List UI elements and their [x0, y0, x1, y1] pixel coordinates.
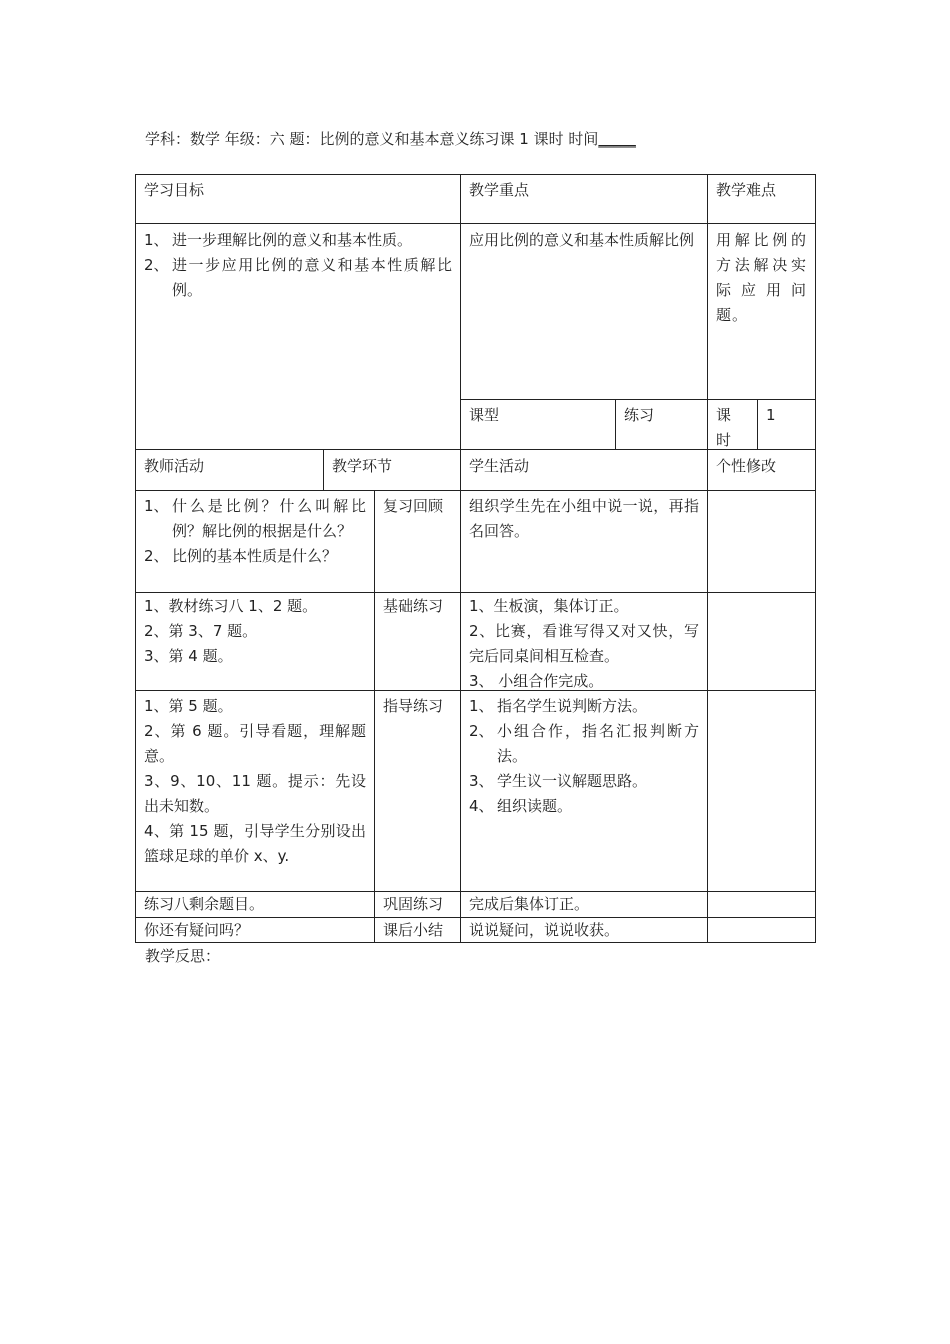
difficulty-text: 用解比例的方法解决实际应用问题。 [716, 231, 807, 324]
teaching-reflection-label: 教学反思： [145, 947, 221, 965]
list-item: 1、第 5 题。 [144, 697, 233, 715]
list-item: 2、 比例的基本性质是什么？ [144, 547, 338, 565]
teacher-activity-cell [136, 592, 374, 671]
lesson-header [145, 128, 636, 149]
list-item: 2、第 3、7 题。 [144, 622, 258, 640]
list-item: 2、 小组合作，指名汇报判断方法。 [469, 722, 699, 765]
list-item: 3、 小组合作完成。 [469, 672, 604, 690]
teacher-activity-cell: 练习八剩余题目。 [144, 895, 265, 913]
teacher-activity-cell [136, 492, 374, 571]
key-point-text: 应用比例的意义和基本性质解比例 [469, 231, 695, 249]
teaching-stage-cell: 基础练习 [383, 597, 444, 615]
student-activity-cell: 完成后集体订正。 [469, 895, 590, 913]
goals-heading: 学习目标 [144, 181, 205, 199]
student-activity-heading: 学生活动 [469, 457, 530, 475]
list-item: 4、第 15 题，引导学生分别设出篮球足球的单价 x、y. [144, 822, 366, 865]
teacher-activity-heading: 教师活动 [144, 457, 205, 475]
student-activity-cell [461, 492, 707, 546]
teaching-stage-cell: 指导练习 [383, 697, 444, 715]
list-item: 2、比赛，看谁写得又对又快，写完后同桌间相互检查。 [469, 622, 699, 665]
teaching-stage-heading: 教学环节 [332, 457, 393, 475]
teaching-stage-cell: 巩固练习 [383, 895, 444, 913]
goals-list [136, 226, 460, 305]
key-point-heading: 教学重点 [469, 181, 530, 199]
period-value: 1 [766, 406, 776, 424]
period-label: 课时 [716, 406, 732, 449]
student-activity-cell: 说说疑问，说说收获。 [469, 921, 620, 939]
teaching-stage-cell: 复习回顾 [383, 497, 444, 515]
list-item: 1、 指名学生说判断方法。 [469, 697, 648, 715]
list-item: 3、9、10、11 题。提示：先设出未知数。 [144, 772, 366, 815]
goal-item: 2、 进一步应用比例的意义和基本性质解比例。 [144, 256, 452, 299]
personal-edit-heading: 个性修改 [716, 457, 777, 475]
student-activity-cell [461, 592, 707, 696]
list-item: 3、 学生议一议解题思路。 [469, 772, 648, 790]
teacher-activity-cell [136, 692, 374, 871]
teacher-activity-cell: 你还有疑问吗？ [144, 921, 250, 939]
list-item: 组织学生先在小组中说一说，再指名回答。 [469, 497, 699, 540]
difficulty-heading: 教学难点 [716, 181, 777, 199]
time-blank: _____ [598, 130, 636, 148]
list-item: 1、 什么是比例？什么叫解比例？解比例的根据是什么？ [144, 497, 366, 540]
list-item: 1、生板演，集体订正。 [469, 597, 629, 615]
lesson-header-text: 学科：数学 年级：六 题：比例的意义和基本意义练习课 1 课时 时间 [145, 130, 599, 148]
lesson-type-value: 练习 [624, 406, 655, 424]
lesson-type-label: 课型 [469, 406, 500, 424]
teaching-stage-cell: 课后小结 [383, 921, 444, 939]
student-activity-cell [461, 692, 707, 821]
list-item: 2、第 6 题。引导看题，理解题意。 [144, 722, 366, 765]
goal-item: 1、 进一步理解比例的意义和基本性质。 [144, 231, 413, 249]
list-item: 4、 组织读题。 [469, 797, 573, 815]
list-item: 1、教材练习八 1、2 题。 [144, 597, 318, 615]
list-item: 3、第 4 题。 [144, 647, 233, 665]
